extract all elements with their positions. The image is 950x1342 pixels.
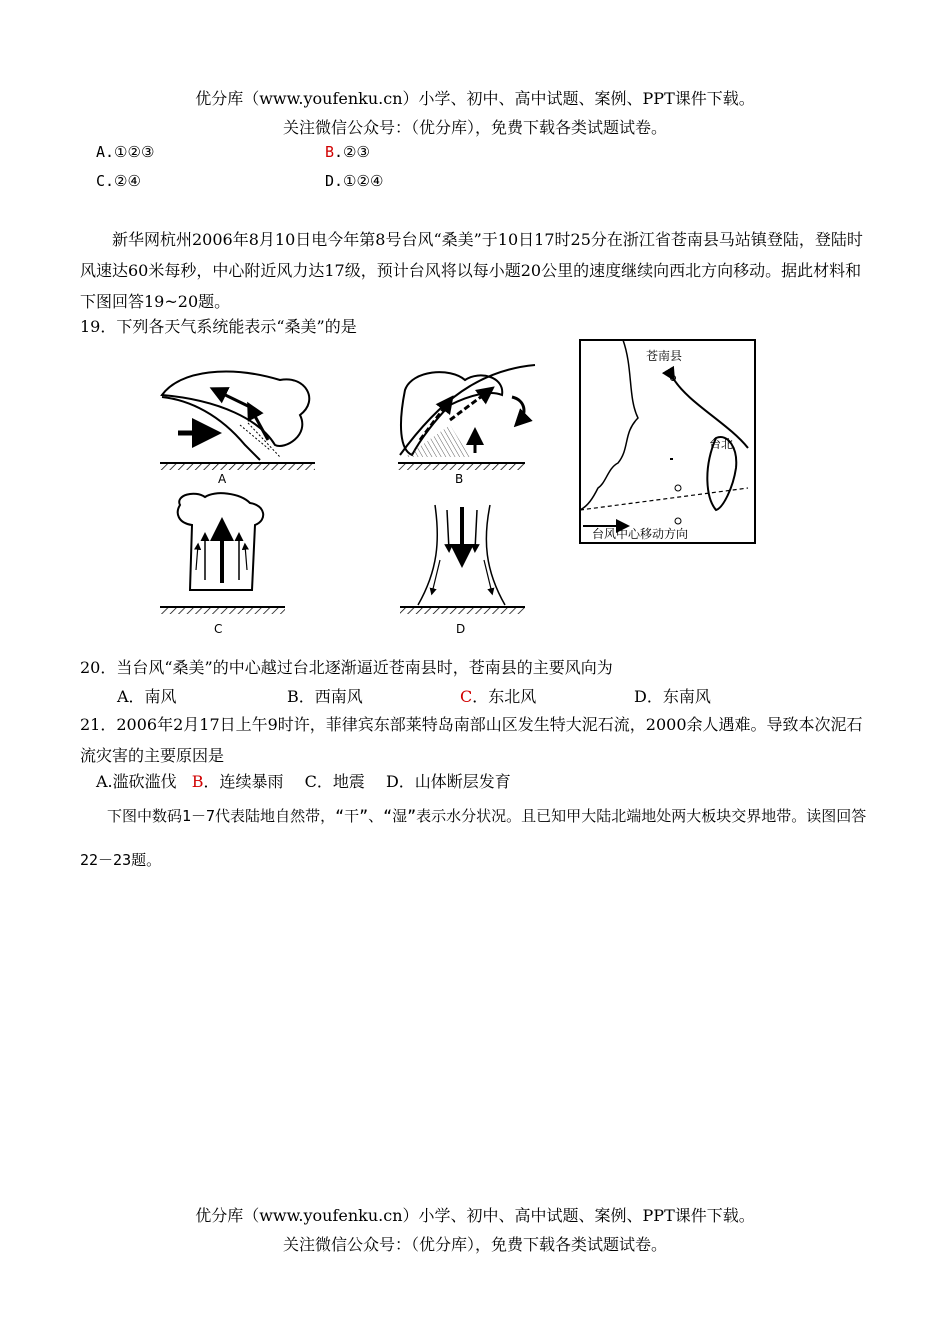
q20-option-c-text: ．东北风: [472, 687, 537, 706]
q18-option-b-text: .②③: [334, 143, 370, 161]
q20-option-a: A．南风: [117, 687, 177, 706]
diagram-label-a: A: [218, 472, 227, 486]
q21-option-c: C．地震: [304, 772, 365, 791]
q18-option-a: A.①②③: [96, 143, 155, 161]
q18-option-b: [325, 143, 370, 161]
map-label-county: 苍南县: [646, 349, 683, 363]
diagram-b: [398, 365, 535, 486]
footer-line-2: 关注微信公众号：（优分库），免费下载各类试题试卷。: [282, 1235, 667, 1254]
q20-option-d: D．东南风: [634, 687, 711, 706]
q19-stem: 19．下列各天气系统能表示“桑美”的是: [80, 317, 357, 336]
q22-intro: 下图中数码1－7代表陆地自然带，“干”、“湿”表示水分状况。且已知甲大陆北端地处两大板块交界地带。读图回答22－23题。: [80, 807, 867, 869]
typhoon-passage: 新华网杭州2006年8月10日电今年第8号台风“桑美”于10日17时25分在浙江省苍南县马站镇登陆，登陆时风速达60米每秒，中心附近风力达17级，预计台风将以每小题20公里的速度继续向西北方向移动。据此材料和下图回答19~20题。: [80, 230, 863, 311]
taiwan-strait-map: [578, 338, 758, 548]
q21-option-b-text: ．连续暴雨: [203, 772, 284, 791]
q21-option-d: D．山体断层发育: [385, 772, 511, 791]
q21-options: [96, 769, 511, 792]
footer-line-1: 优分库（www.youfenku.cn）小学、初中、高中试题、案例、PPT课件下载。: [195, 1206, 755, 1225]
header-line-1: 优分库（www.youfenku.cn）小学、初中、高中试题、案例、PPT课件下载。: [195, 89, 755, 108]
q20-stem: 20．当台风“桑美”的中心越过台北逐渐逼近苍南县时，苍南县的主要风向为: [80, 658, 613, 677]
diagram-label-d: D: [456, 622, 466, 636]
diagram-label-b: B: [455, 472, 464, 486]
q21-option-a: A.滥砍滥伐: [96, 772, 177, 791]
q20-option-c-letter: C: [460, 687, 473, 706]
q21-option-b-letter: B: [191, 772, 204, 791]
diagram-label-c: C: [214, 622, 223, 636]
diagram-c: [160, 493, 285, 636]
q18-option-b-letter: B: [325, 143, 335, 161]
q21-option-b: [192, 772, 284, 791]
map-caption: 台风中心移动方向: [592, 527, 689, 541]
q18-option-c: C.②④: [96, 172, 141, 190]
q20-option-b: B．西南风: [287, 687, 363, 706]
diagram-a: [160, 372, 315, 486]
diagram-d: [400, 505, 525, 636]
q18-option-d: D.①②④: [325, 172, 384, 190]
weather-systems-figure: [150, 345, 560, 640]
map-label-city: 台北: [709, 437, 734, 451]
q20-option-c: [460, 684, 536, 707]
header-line-2: 关注微信公众号：（优分库），免费下载各类试题试卷。: [282, 118, 667, 137]
q21-stem: 21．2006年2月17日上午9时许，菲律宾东部莱特岛南部山区发生特大泥石流，2000余人遇难。导致本次泥石流灾害的主要原因是: [80, 715, 863, 765]
